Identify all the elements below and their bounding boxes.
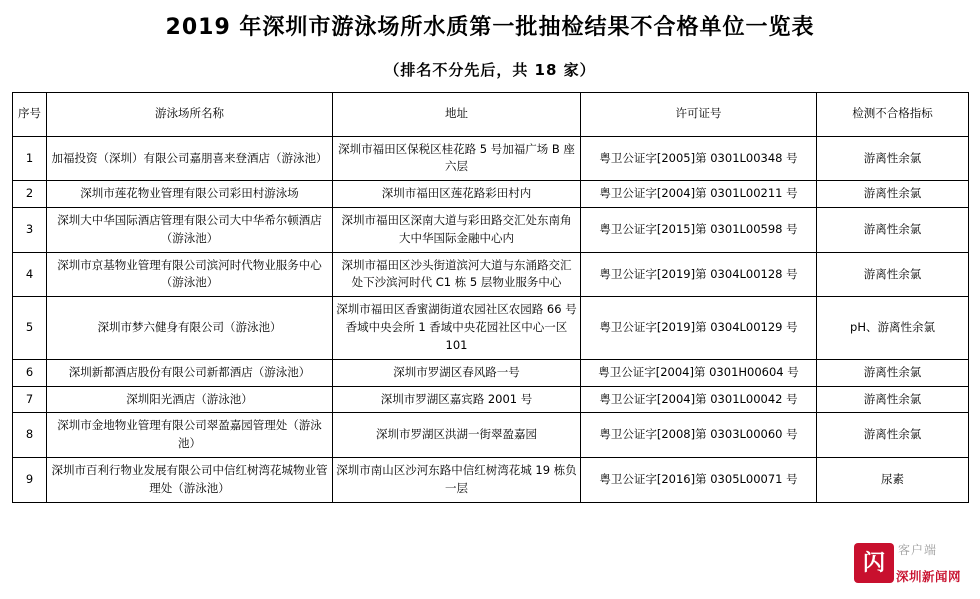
cell-address: 深圳市罗湖区嘉宾路 2001 号 (333, 386, 581, 413)
table-row (13, 181, 969, 208)
cell-name: 深圳市金地物业管理有限公司翠盈嘉园管理处（游泳池） (47, 413, 333, 458)
column-header-license: 许可证号 (581, 92, 817, 136)
cell-name: 深圳市百利行物业发展有限公司中信红树湾花城物业管理处（游泳池） (47, 457, 333, 502)
table-row (13, 386, 969, 413)
cell-index: 游离性余氯 (817, 252, 969, 297)
watermark-badge-icon: 闪 (854, 543, 894, 583)
cell-name: 深圳新都酒店股份有限公司新都酒店（游泳池） (47, 359, 333, 386)
cell-no: 5 (13, 297, 47, 359)
table-row (13, 252, 969, 297)
table-row (13, 136, 969, 181)
column-header-no: 序号 (13, 92, 47, 136)
cell-license: 粤卫公证字[2008]第 0303L00060 号 (581, 413, 817, 458)
table-header-row (13, 92, 969, 136)
cell-license: 粤卫公证字[2004]第 0301H00604 号 (581, 359, 817, 386)
watermark-site-label: 深圳新闻网 (896, 569, 962, 584)
cell-no: 3 (13, 208, 47, 253)
cell-address: 深圳市福田区深南大道与彩田路交汇处东南角大中华国际金融中心内 (333, 208, 581, 253)
column-header-name: 游泳场所名称 (47, 92, 333, 136)
table-body (13, 136, 969, 502)
cell-index: pH、游离性余氯 (817, 297, 969, 359)
cell-license: 粤卫公证字[2019]第 0304L00128 号 (581, 252, 817, 297)
page-subtitle: （排名不分先后，共 18 家） (384, 60, 596, 79)
cell-index: 游离性余氯 (817, 181, 969, 208)
watermark-client-label: 客户端 (898, 543, 938, 557)
cell-address: 深圳市福田区沙头街道滨河大道与东涌路交汇处下沙滨河时代 C1 栋 5 层物业服务中心 (333, 252, 581, 297)
cell-no: 4 (13, 252, 47, 297)
cell-no: 9 (13, 457, 47, 502)
cell-no: 2 (13, 181, 47, 208)
cell-index: 游离性余氯 (817, 208, 969, 253)
watermark-logo (854, 541, 974, 595)
cell-address: 深圳市罗湖区春风路一号 (333, 359, 581, 386)
inspection-results-table (12, 92, 969, 503)
table-header (13, 92, 969, 136)
cell-name: 深圳市莲花物业管理有限公司彩田村游泳场 (47, 181, 333, 208)
cell-license: 粤卫公证字[2005]第 0301L00348 号 (581, 136, 817, 181)
table-row (13, 297, 969, 359)
cell-index: 游离性余氯 (817, 386, 969, 413)
table-row (13, 359, 969, 386)
table-row (13, 208, 969, 253)
cell-address: 深圳市罗湖区洪湖一街翠盈嘉园 (333, 413, 581, 458)
cell-name: 加福投资（深圳）有限公司嘉朋喜来登酒店（游泳池） (47, 136, 333, 181)
cell-no: 6 (13, 359, 47, 386)
table-row (13, 457, 969, 502)
cell-name: 深圳阳光酒店（游泳池） (47, 386, 333, 413)
cell-no: 7 (13, 386, 47, 413)
cell-license: 粤卫公证字[2019]第 0304L00129 号 (581, 297, 817, 359)
column-header-index: 检测不合格指标 (817, 92, 969, 136)
table-row (13, 413, 969, 458)
cell-address: 深圳市南山区沙河东路中信红树湾花城 19 栋负一层 (333, 457, 581, 502)
cell-address: 深圳市福田区保税区桂花路 5 号加福广场 B 座六层 (333, 136, 581, 181)
cell-index: 游离性余氯 (817, 136, 969, 181)
cell-no: 8 (13, 413, 47, 458)
cell-license: 粤卫公证字[2004]第 0301L00211 号 (581, 181, 817, 208)
cell-index: 尿素 (817, 457, 969, 502)
cell-license: 粤卫公证字[2016]第 0305L00071 号 (581, 457, 817, 502)
column-header-address: 地址 (333, 92, 581, 136)
cell-license: 粤卫公证字[2015]第 0301L00598 号 (581, 208, 817, 253)
cell-no: 1 (13, 136, 47, 181)
cell-address: 深圳市福田区香蜜湖街道农园社区农园路 66 号香域中央会所 1 香域中央花园社区中心一区 101 (333, 297, 581, 359)
page-title: 2019 年深圳市游泳场所水质第一批抽检结果不合格单位一览表 (165, 15, 815, 40)
cell-name: 深圳大中华国际酒店管理有限公司大中华希尔顿酒店（游泳池） (47, 208, 333, 253)
cell-index: 游离性余氯 (817, 413, 969, 458)
cell-name: 深圳市京基物业管理有限公司滨河时代物业服务中心（游泳池） (47, 252, 333, 297)
table-container (0, 92, 980, 503)
cell-index: 游离性余氯 (817, 359, 969, 386)
cell-address: 深圳市福田区莲花路彩田村内 (333, 181, 581, 208)
cell-license: 粤卫公证字[2004]第 0301L00042 号 (581, 386, 817, 413)
cell-name: 深圳市梦六健身有限公司（游泳池） (47, 297, 333, 359)
